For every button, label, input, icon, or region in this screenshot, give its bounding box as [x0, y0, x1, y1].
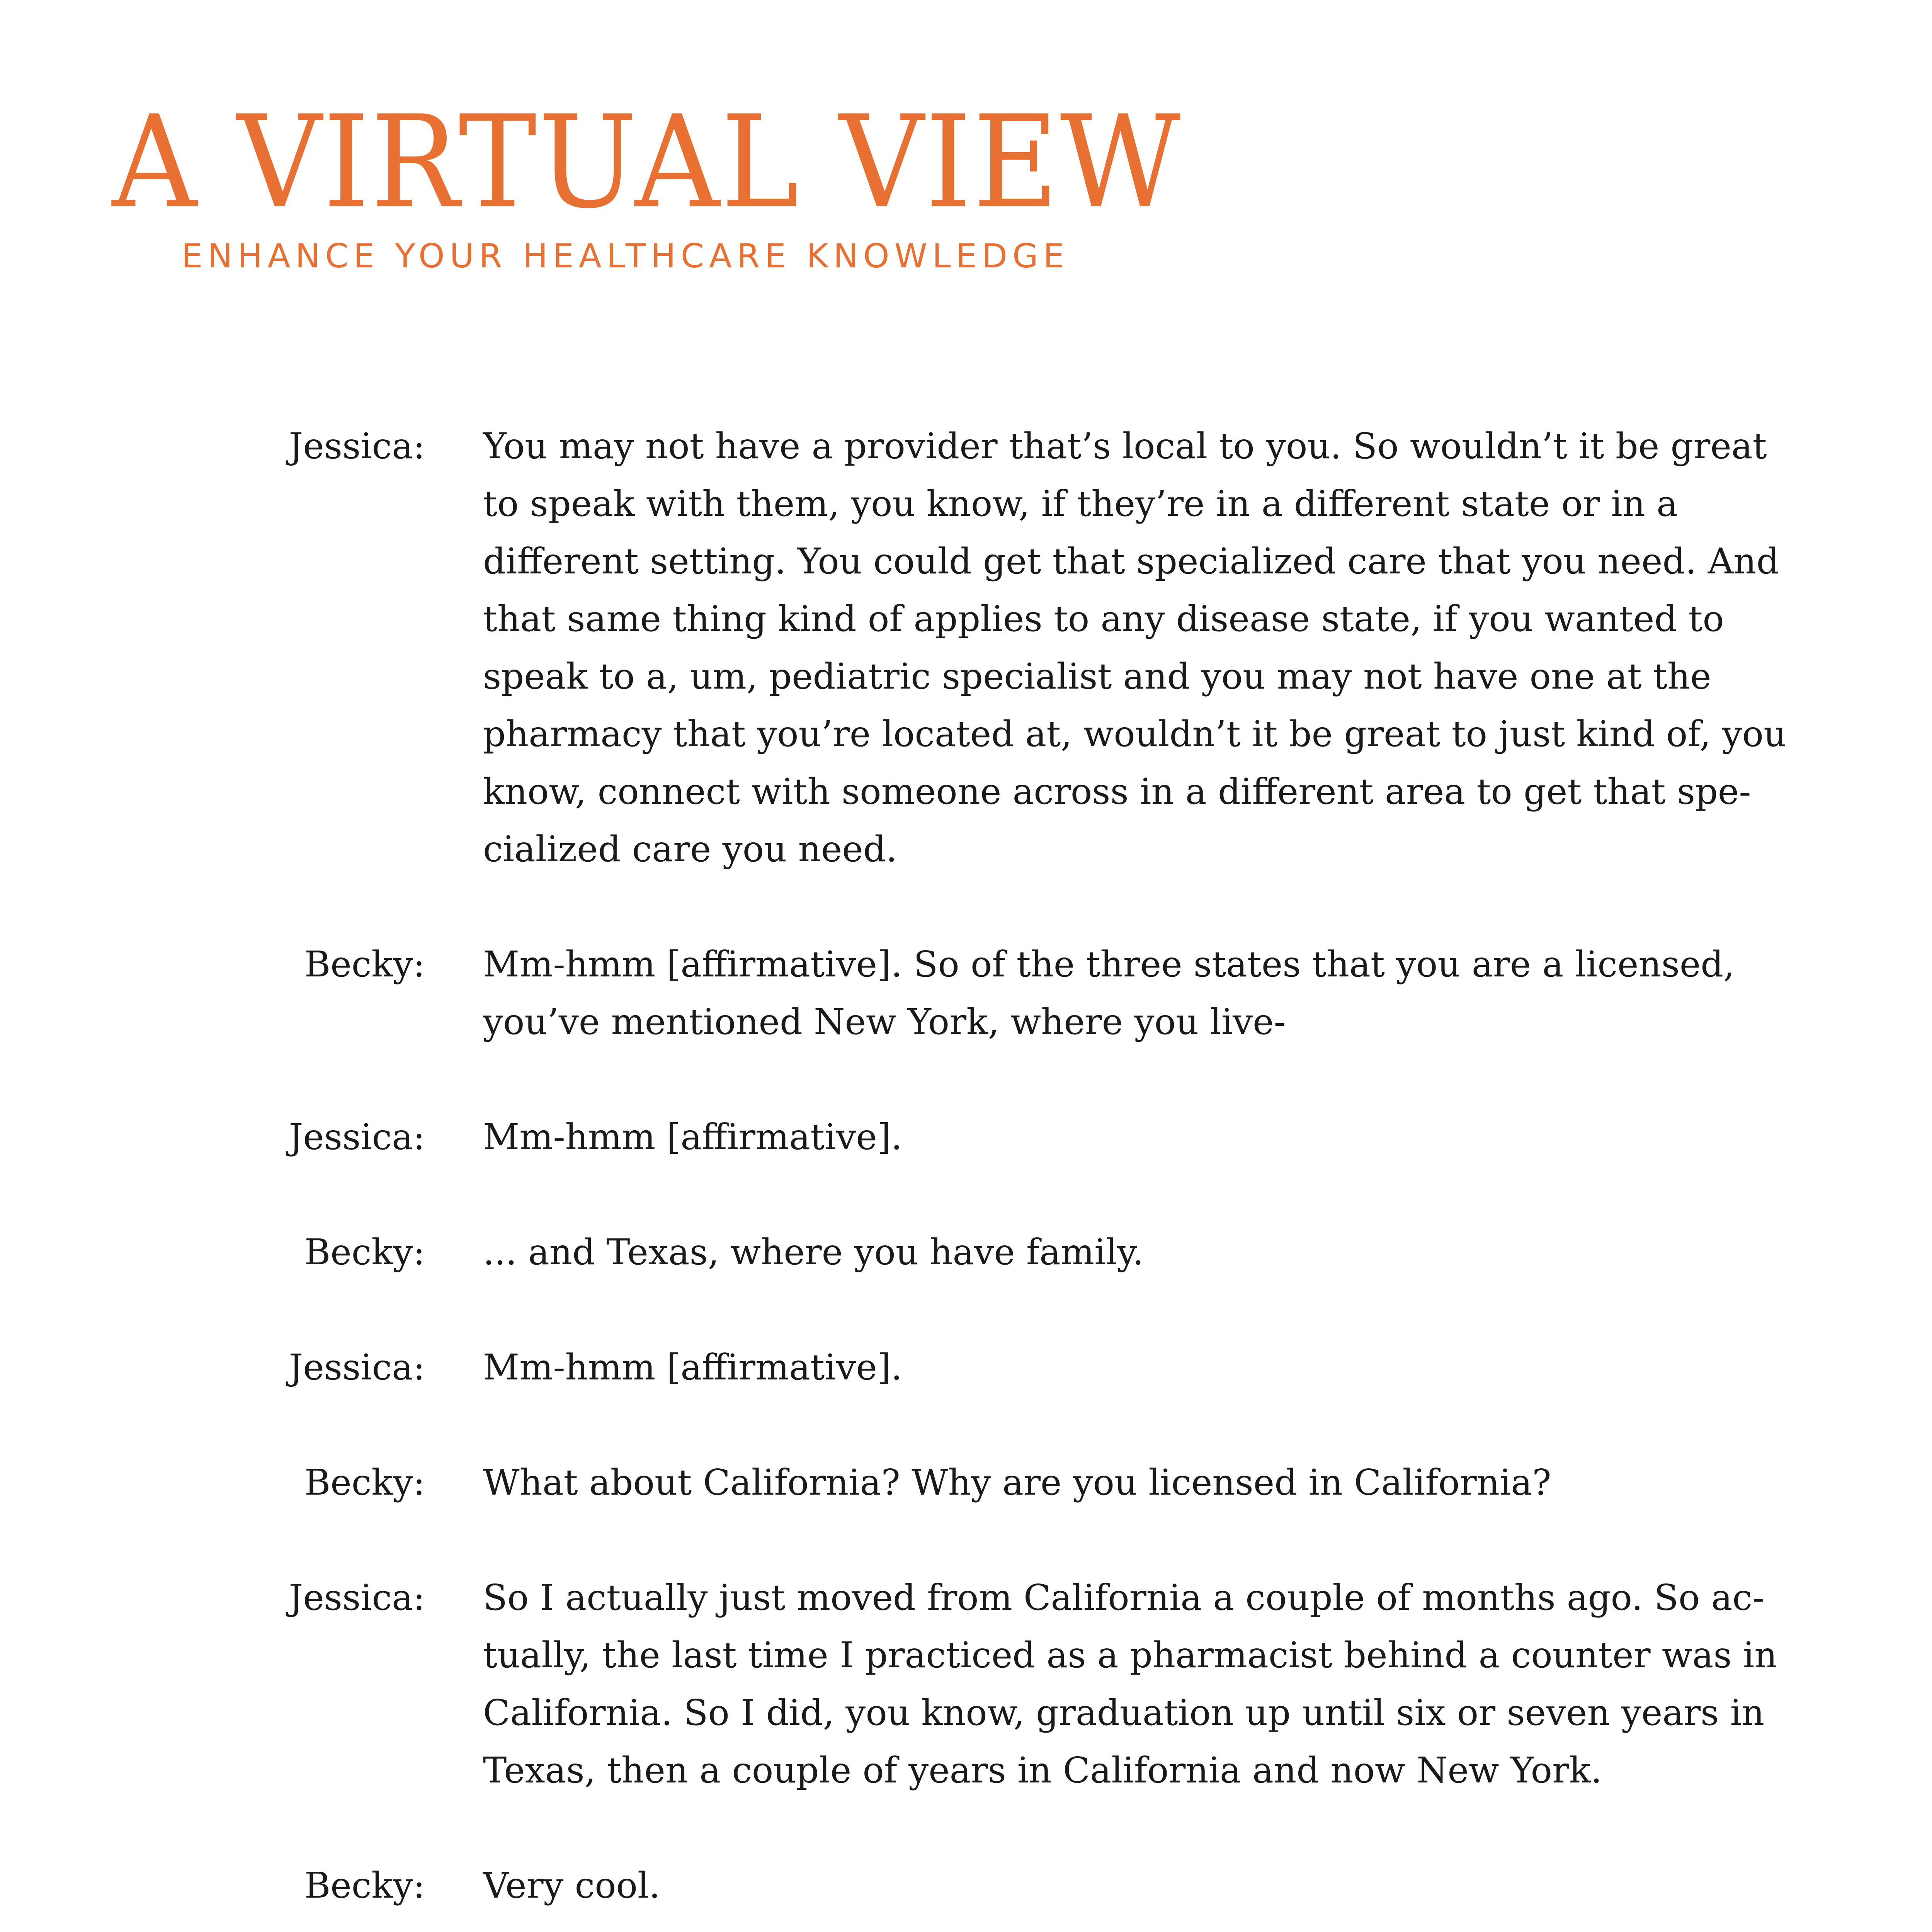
document-subtitle: ENHANCE YOUR HEALTHCARE KNOWLEDGE [182, 237, 1070, 276]
speech-text: Very cool. [483, 1865, 660, 1906]
transcript-turn [0, 1454, 1932, 1511]
speaker-label: Jessica: [289, 1577, 425, 1618]
speech-text: Mm-hmm [affirmative]. [483, 1116, 903, 1158]
speaker-label: Becky: [304, 1462, 425, 1503]
document-title: A VIRTUAL VIEW [112, 88, 1182, 236]
transcript [0, 417, 1932, 1932]
transcript-turn [0, 935, 1932, 1051]
transcript-turn [0, 1223, 1932, 1281]
speaker-label: Jessica: [289, 1116, 425, 1158]
speech-text: So I actually just moved from California a couple of months ago. So ac-tually, the last time I practiced as a pharmacist behind a counter was in California. So I did, you know, graduation up until six or seven years in Texas, then a couple of years in California and now New York. [483, 1577, 1777, 1791]
speaker-label: Becky: [304, 1231, 425, 1273]
speaker-label: Jessica: [289, 425, 425, 467]
transcript-turn [0, 1108, 1932, 1166]
speech-text: ... and Texas, where you have family. [483, 1231, 1144, 1273]
transcript-turn [0, 1338, 1932, 1396]
speaker-label: Jessica: [289, 1347, 425, 1388]
transcript-turn [0, 1569, 1932, 1799]
speaker-label: Becky: [304, 944, 425, 985]
transcript-turn [0, 417, 1932, 878]
speech-text: What about California? Why are you licensed in California? [483, 1462, 1551, 1503]
speech-text: Mm-hmm [affirmative]. So of the three states that you are a licensed, you’ve mentioned New York, where you live- [483, 944, 1735, 1043]
transcript-turn [0, 1857, 1932, 1914]
speech-text: You may not have a provider that’s local to you. So wouldn’t it be great to speak with them, you know, if they’re in a different state or in a different setting. You could get that specialized care that you need. And that same thing kind of applies to any disease state, if you wanted to speak to a, um, pediatric specialist and you may not have one at the pharmacy that you’re located at, wouldn’t it be great to just kind of, you know, connect with someone across in a different area to get that spe-cialized care you need. [483, 425, 1787, 870]
speaker-label: Becky: [304, 1865, 425, 1906]
speech-text: Mm-hmm [affirmative]. [483, 1347, 903, 1388]
